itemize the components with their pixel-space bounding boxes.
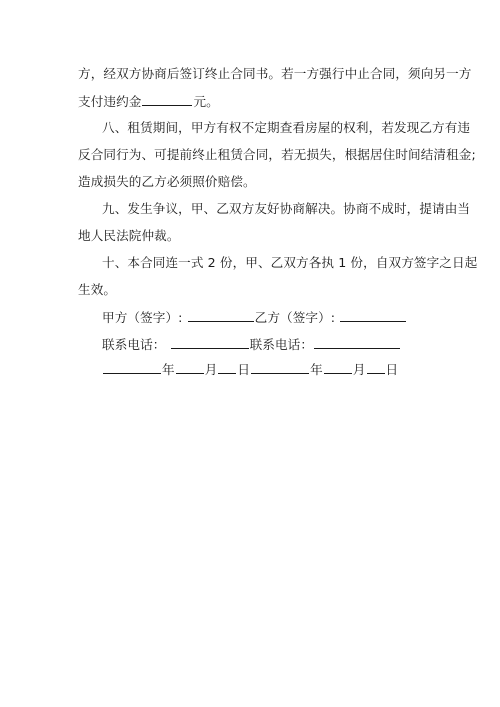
party-a-signature-label: 甲方（签字）: xyxy=(102,310,183,325)
penalty-label: 支付违约金 xyxy=(78,94,142,109)
party-a-signature-blank xyxy=(188,309,254,322)
party-a-phone-blank xyxy=(171,336,249,349)
party-b-day-blank xyxy=(367,361,385,374)
clause-8-line-1: 八、租赁期间，甲方有权不定期查看房屋的权利，若发现乙方有违 xyxy=(102,120,471,135)
clause-10-line-2: 生效。 xyxy=(78,282,117,297)
party-a-day-blank xyxy=(218,361,236,374)
year-label: 年 xyxy=(162,362,175,377)
party-b-signature-label: 乙方（签字）: xyxy=(254,310,336,325)
month-label: 月 xyxy=(352,362,366,377)
clause-9-line-2: 地人民法院仲裁。 xyxy=(78,228,180,243)
date-row xyxy=(102,361,398,378)
phone-row xyxy=(102,336,401,353)
party-a-month-blank xyxy=(176,361,204,374)
day-label: 日 xyxy=(237,362,251,377)
clause-8-line-3: 造成损失的乙方必须照价赔偿。 xyxy=(78,174,256,189)
party-b-month-blank xyxy=(324,361,352,374)
party-b-phone-label: 联系电话： xyxy=(249,337,314,352)
text-line: 方，经双方协商后签订终止合同书。若一方强行中止合同，须向另一方 xyxy=(78,66,472,81)
month-label: 月 xyxy=(204,362,218,377)
clause-10-line-1: 十、本合同连一式 2 份，甲、乙双方各执 1 份，自双方签字之日起 xyxy=(102,255,478,270)
party-b-year-blank xyxy=(251,361,309,374)
currency-unit: 元。 xyxy=(193,94,219,109)
party-b-phone-blank xyxy=(314,336,400,349)
party-a-year-blank xyxy=(103,361,161,374)
party-b-signature-blank xyxy=(340,309,406,322)
text-line xyxy=(78,93,219,110)
penalty-amount-blank xyxy=(142,93,192,106)
day-label: 日 xyxy=(385,362,399,377)
clause-8-line-2: 反合同行为、可提前终止租赁合同，若无损失，根据居住时间结清租金; xyxy=(78,147,476,162)
signature-row xyxy=(102,309,407,326)
clause-9-line-1: 九、发生争议，甲、乙双方友好协商解决。协商不成时，提请由当 xyxy=(102,201,471,216)
party-a-phone-label: 联系电话： xyxy=(102,337,166,352)
year-label: 年 xyxy=(310,362,323,377)
